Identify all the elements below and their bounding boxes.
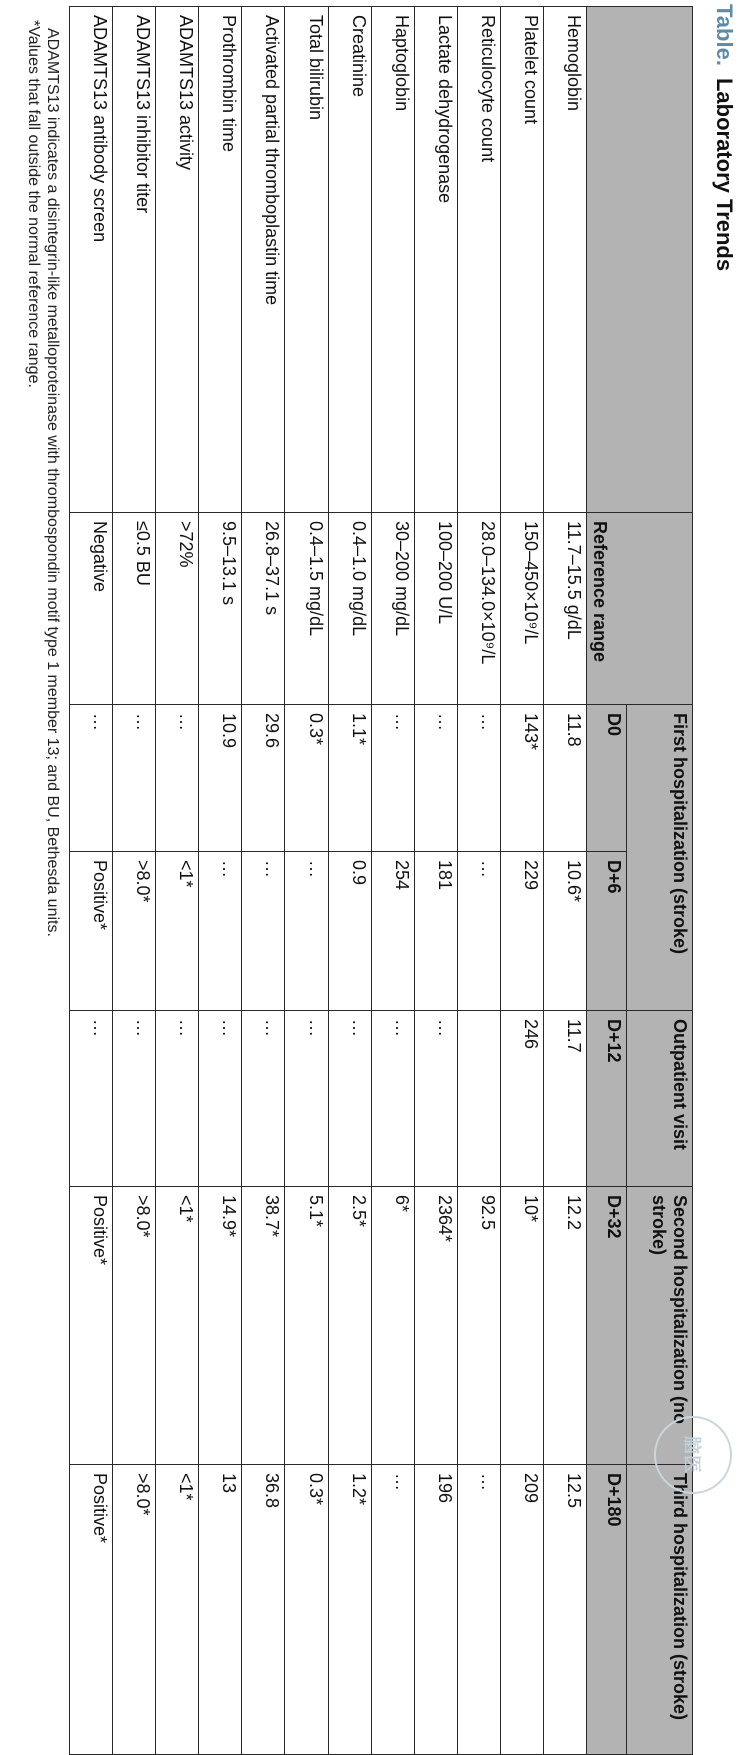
footnote-abbreviations: ADAMTS13 indicates a disintegrin-like metalloproteinase with thrombospondin motif type 1 member 13; and BU, Bethesda units.	[44, 28, 61, 937]
value-d32: <1*	[156, 1187, 199, 1465]
table-row-aptt	[242, 7, 285, 1755]
value-d12: …	[285, 1011, 328, 1187]
header-day-d180: D+180	[587, 1465, 627, 1755]
value-d32: Positive*	[70, 1187, 113, 1465]
test-name: Hemoglobin	[543, 7, 586, 513]
lab-trends-table	[69, 6, 693, 1755]
value-d0: 10.9	[199, 705, 242, 852]
reference-range: 26.8–37.1 s	[242, 513, 285, 705]
value-d180: 196	[414, 1465, 457, 1755]
value-d0: 1.1*	[328, 705, 371, 852]
value-d6: …	[242, 852, 285, 1011]
table-row-platelet-count	[500, 7, 543, 1755]
value-d12: …	[70, 1011, 113, 1187]
reference-range: 100–200 U/L	[414, 513, 457, 705]
value-d6: <1*	[156, 852, 199, 1011]
value-d0: …	[457, 705, 500, 852]
value-d0: 0.3*	[285, 705, 328, 852]
value-d32: 38.7*	[242, 1187, 285, 1465]
header-test	[587, 7, 693, 513]
test-name: Reticulocyte count	[457, 7, 500, 513]
value-d12: …	[199, 1011, 242, 1187]
value-d6: 254	[371, 852, 414, 1011]
table-row-total-bilirubin	[285, 7, 328, 1755]
value-d180: 12.5	[543, 1465, 586, 1755]
value-d180: 13	[199, 1465, 242, 1755]
value-d6: Positive*	[70, 852, 113, 1011]
test-name: Haptoglobin	[371, 7, 414, 513]
value-d0: …	[371, 705, 414, 852]
reference-range: 150–450×10⁹/L	[500, 513, 543, 705]
value-d0: 29.6	[242, 705, 285, 852]
value-d0: 143*	[500, 705, 543, 852]
value-d180: …	[457, 1465, 500, 1755]
watermark-logo: 脑医	[654, 1416, 732, 1494]
reference-range: >72%	[156, 513, 199, 705]
header-day-d0: D0	[587, 705, 627, 852]
value-d12: …	[242, 1011, 285, 1187]
reference-range: 9.5–13.1 s	[199, 513, 242, 705]
value-d6: …	[199, 852, 242, 1011]
table-footnotes	[24, 20, 62, 937]
value-d12: …	[156, 1011, 199, 1187]
test-name: Activated partial thromboplastin time	[242, 7, 285, 513]
value-d32: 92.5	[457, 1187, 500, 1465]
reference-range: 0.4–1.0 mg/dL	[328, 513, 371, 705]
table-row-haptoglobin	[371, 7, 414, 1755]
value-d180: Positive*	[70, 1465, 113, 1755]
value-d32: 2364*	[414, 1187, 457, 1465]
value-d12: …	[113, 1011, 156, 1187]
value-d180: …	[371, 1465, 414, 1755]
test-name: ADAMTS13 inhibitor titer	[113, 7, 156, 513]
table-title	[711, 4, 737, 271]
value-d180: 36.8	[242, 1465, 285, 1755]
value-d32: 5.1*	[285, 1187, 328, 1465]
value-d6: >8.0*	[113, 852, 156, 1011]
header-first-hospitalization: First hospitalization (stroke)	[627, 705, 693, 1011]
value-d6: …	[457, 852, 500, 1011]
value-d32: 14.9*	[199, 1187, 242, 1465]
table-row-adamts13-antibody-screen	[70, 7, 113, 1755]
value-d12: …	[371, 1011, 414, 1187]
test-name: Total bilirubin	[285, 7, 328, 513]
header-day-d32: D+32	[587, 1187, 627, 1465]
footnote-asterisk: *Values that fall outside the normal reference range.	[25, 20, 42, 388]
value-d0: …	[156, 705, 199, 852]
table-title-text: Laboratory Trends	[712, 77, 737, 272]
table-row-reticulocyte-count	[457, 7, 500, 1755]
test-name: Platelet count	[500, 7, 543, 513]
test-name: Lactate dehydrogenase	[414, 7, 457, 513]
test-name: ADAMTS13 antibody screen	[70, 7, 113, 513]
reference-range: Negative	[70, 513, 113, 705]
value-d6: 0.9	[328, 852, 371, 1011]
table-row-creatinine	[328, 7, 371, 1755]
header-day-d12: D+12	[587, 1011, 627, 1187]
value-d12: 11.7	[543, 1011, 586, 1187]
table-row-adamts13-inhibitor-titer	[113, 7, 156, 1755]
value-d32: 2.5*	[328, 1187, 371, 1465]
value-d6: …	[285, 852, 328, 1011]
reference-range: 11.7–15.5 g/dL	[543, 513, 586, 705]
reference-range: 28.0–134.0×10⁹/L	[457, 513, 500, 705]
value-d180: 209	[500, 1465, 543, 1755]
test-name: Creatinine	[328, 7, 371, 513]
value-d32: 12.2	[543, 1187, 586, 1465]
value-d180: 1.2*	[328, 1465, 371, 1755]
value-d0: 11.8	[543, 705, 586, 852]
value-d0: …	[113, 705, 156, 852]
value-d12: …	[414, 1011, 457, 1187]
reference-range: 0.4–1.5 mg/dL	[285, 513, 328, 705]
value-d180: 0.3*	[285, 1465, 328, 1755]
value-d32: 10*	[500, 1187, 543, 1465]
header-day-d6: D+6	[587, 852, 627, 1011]
header-outpatient-visit: Outpatient visit	[627, 1011, 693, 1187]
value-d32: 6*	[371, 1187, 414, 1465]
header-second-hospitalization: Second hospitalization (no stroke)	[627, 1187, 693, 1465]
test-name: Prothrombin time	[199, 7, 242, 513]
header-third-hospitalization: Third hospitalization (stroke)	[627, 1465, 693, 1755]
value-d6: 181	[414, 852, 457, 1011]
value-d12	[457, 1011, 500, 1187]
value-d6: 229	[500, 852, 543, 1011]
value-d180: >8.0*	[113, 1465, 156, 1755]
table-row-hemoglobin	[543, 7, 586, 1755]
value-d12: …	[328, 1011, 371, 1187]
value-d180: <1*	[156, 1465, 199, 1755]
header-reference-range: Reference range	[587, 513, 693, 705]
value-d32: >8.0*	[113, 1187, 156, 1465]
table-row-prothrombin-time	[199, 7, 242, 1755]
value-d0: …	[414, 705, 457, 852]
table-row-lactate-dehydrogenase	[414, 7, 457, 1755]
table-label: Table.	[712, 4, 737, 66]
test-name: ADAMTS13 activity	[156, 7, 199, 513]
table-row-adamts13-activity	[156, 7, 199, 1755]
value-d6: 10.6*	[543, 852, 586, 1011]
reference-range: ≤0.5 BU	[113, 513, 156, 705]
value-d12: 246	[500, 1011, 543, 1187]
value-d0: …	[70, 705, 113, 852]
reference-range: 30–200 mg/dL	[371, 513, 414, 705]
